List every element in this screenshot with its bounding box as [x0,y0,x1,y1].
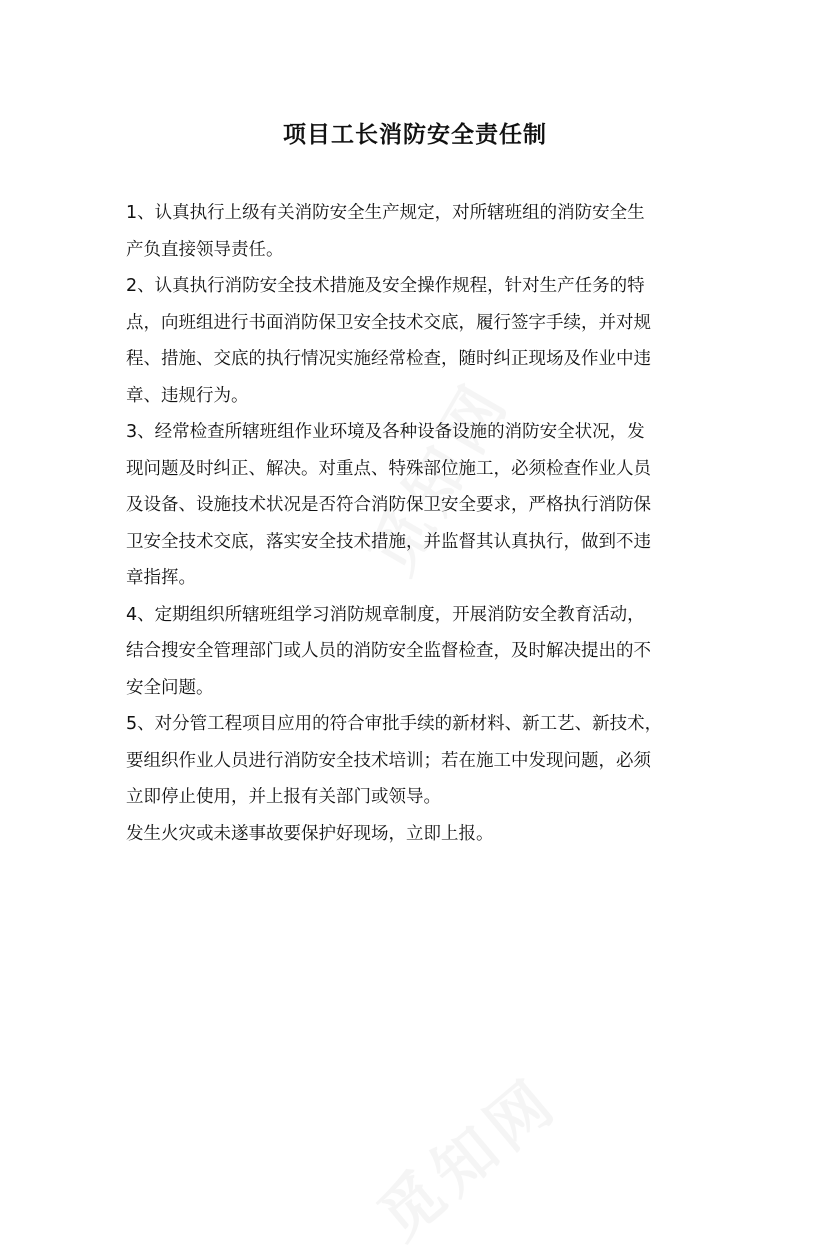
text-line: 及设备、设施技术状况是否符合消防保卫安全要求，严格执行消防保 [126,495,651,515]
paragraph-1 [126,195,710,268]
text-line: 立即停止使用，并上报有关部门或领导。 [126,787,441,807]
text-line: 产负直接领导责任。 [126,239,284,260]
text-line: 点，向班组进行书面消防保卫安全技术交底，履行签字手续，并对规 [126,312,651,333]
document-body [126,195,710,852]
paragraph-6 [126,816,710,853]
paragraph-3 [126,414,710,597]
text-line: 结合搜安全管理部门或人员的消防安全监督检查，及时解决提出的不 [126,641,651,661]
text-line: 1、认真执行上级有关消防安全生产规定，对所辖班组的消防安全生 [126,203,645,223]
text-line: 要组织作业人员进行消防安全技术培训；若在施工中发现问题，必须 [126,750,651,771]
document-title: 项目工长消防安全责任制 [283,122,547,148]
text-line: 卫安全技术交底，落实安全技术措施，并监督其认真执行，做到不违 [126,531,651,552]
text-line: 程、措施、交底的执行情况实施经常检查，随时纠正现场及作业中违 [126,349,651,369]
text-line: 现问题及时纠正、解决。对重点、特殊部位施工，必须检查作业人员 [126,458,651,479]
paragraph-5 [126,706,710,816]
watermark [356,1053,574,1256]
paragraph-4 [126,597,710,707]
text-line: 4、定期组织所辖班组学习消防规章制度，开展消防安全教育活动， [126,604,645,625]
text-line: 发生火灾或未遂事故要保护好现场，立即上报。 [126,823,494,844]
text-line: 2、认真执行消防安全技术措施及安全操作规程，针对生产任务的特 [126,276,645,296]
text-line: 章、违规行为。 [126,385,249,406]
text-line: 5、对分管工程项目应用的符合审批手续的新材料、新工艺、新技术， [126,714,663,734]
text-line: 章指挥。 [126,568,196,588]
paragraph-2 [126,268,710,414]
text-line: 安全问题。 [126,677,214,698]
text-line: 3、经常检查所辖班组作业环境及各种设备设施的消防安全状况，发 [126,422,645,442]
